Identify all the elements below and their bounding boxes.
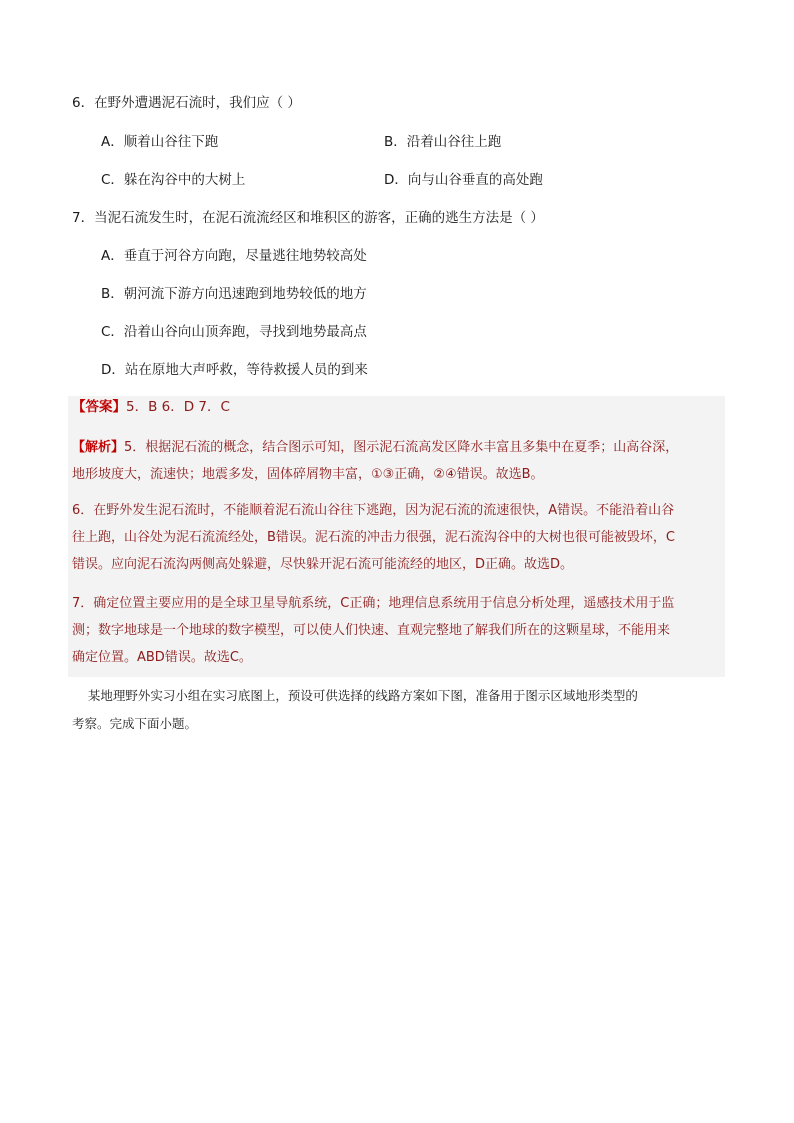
analysis-7-line3: 确定位置。ABD错误。故选C。	[72, 650, 252, 665]
question-6-option-b: B．沿着山谷往上跑	[384, 134, 502, 150]
analysis-6	[72, 497, 732, 578]
question-6-stem: 6．在野外遭遇泥石流时，我们应（ ）	[72, 95, 301, 111]
analysis-tag: 【解析】	[72, 440, 125, 455]
question-7-option-c: C．沿着山谷向山顶奔跑，寻找到地势最高点	[101, 324, 367, 340]
analysis-5	[72, 434, 732, 488]
analysis-6-line3: 错误。应向泥石流沟两侧高处躲避，尽快躲开泥石流可能流经的地区，D正确。故选D。	[72, 557, 574, 572]
analysis-6-line2: 往上跑，山谷处为泥石流流经处，B错误。泥石流的冲击力很强，泥石流沟谷中的大树也很可能被毁坏，C	[72, 530, 675, 545]
question-6-option-d: D．向与山谷垂直的高处跑	[384, 172, 543, 188]
answer-tag: 【答案】	[72, 399, 126, 415]
intro-line1: 某地理野外实习小组在实习底图上，预设可供选择的线路方案如下图，准备用于图示区域地形类型的	[72, 688, 638, 703]
analysis-7-line2: 测；数字地球是一个地球的数字模型，可以使人们快速、直观完整地了解我们所在的这颗星球，不能用来	[72, 623, 671, 638]
answer-line	[72, 394, 732, 421]
analysis-5-line2: 地形坡度大，流速快；地震多发，固体碎屑物丰富，①③正确，②④错误。故选B。	[72, 467, 544, 482]
question-6-option-c: C．躲在沟谷中的大树上	[101, 172, 246, 188]
next-section-intro	[72, 682, 732, 738]
analysis-7	[72, 590, 732, 671]
analysis-6-line1: 6．在野外发生泥石流时，不能顺着泥石流山谷往下逃跑，因为泥石流的流速很快，A错误。不能沿着山谷	[72, 503, 675, 518]
question-7-stem: 7．当泥石流发生时，在泥石流流经区和堆积区的游客，正确的逃生方法是（ ）	[72, 210, 544, 226]
question-7-option-a: A．垂直于河谷方向跑，尽量逃往地势较高处	[101, 248, 367, 264]
question-7-option-b: B．朝河流下游方向迅速跑到地势较低的地方	[101, 286, 367, 302]
question-6-option-a: A．顺着山谷往下跑	[101, 134, 219, 150]
analysis-7-line1: 7．确定位置主要应用的是全球卫星导航系统，C正确；地理信息系统用于信息分析处理，遥感技术用于监	[72, 596, 675, 611]
question-7-option-d: D．站在原地大声呼救，等待救援人员的到来	[101, 362, 368, 378]
answer-text: 5．B 6．D 7．C	[126, 399, 230, 415]
analysis-5-line1: 5．根据泥石流的概念，结合图示可知，图示泥石流高发区降水丰富且多集中在夏季；山高谷深，	[124, 440, 679, 455]
intro-line2: 考察。完成下面小题。	[72, 716, 198, 731]
